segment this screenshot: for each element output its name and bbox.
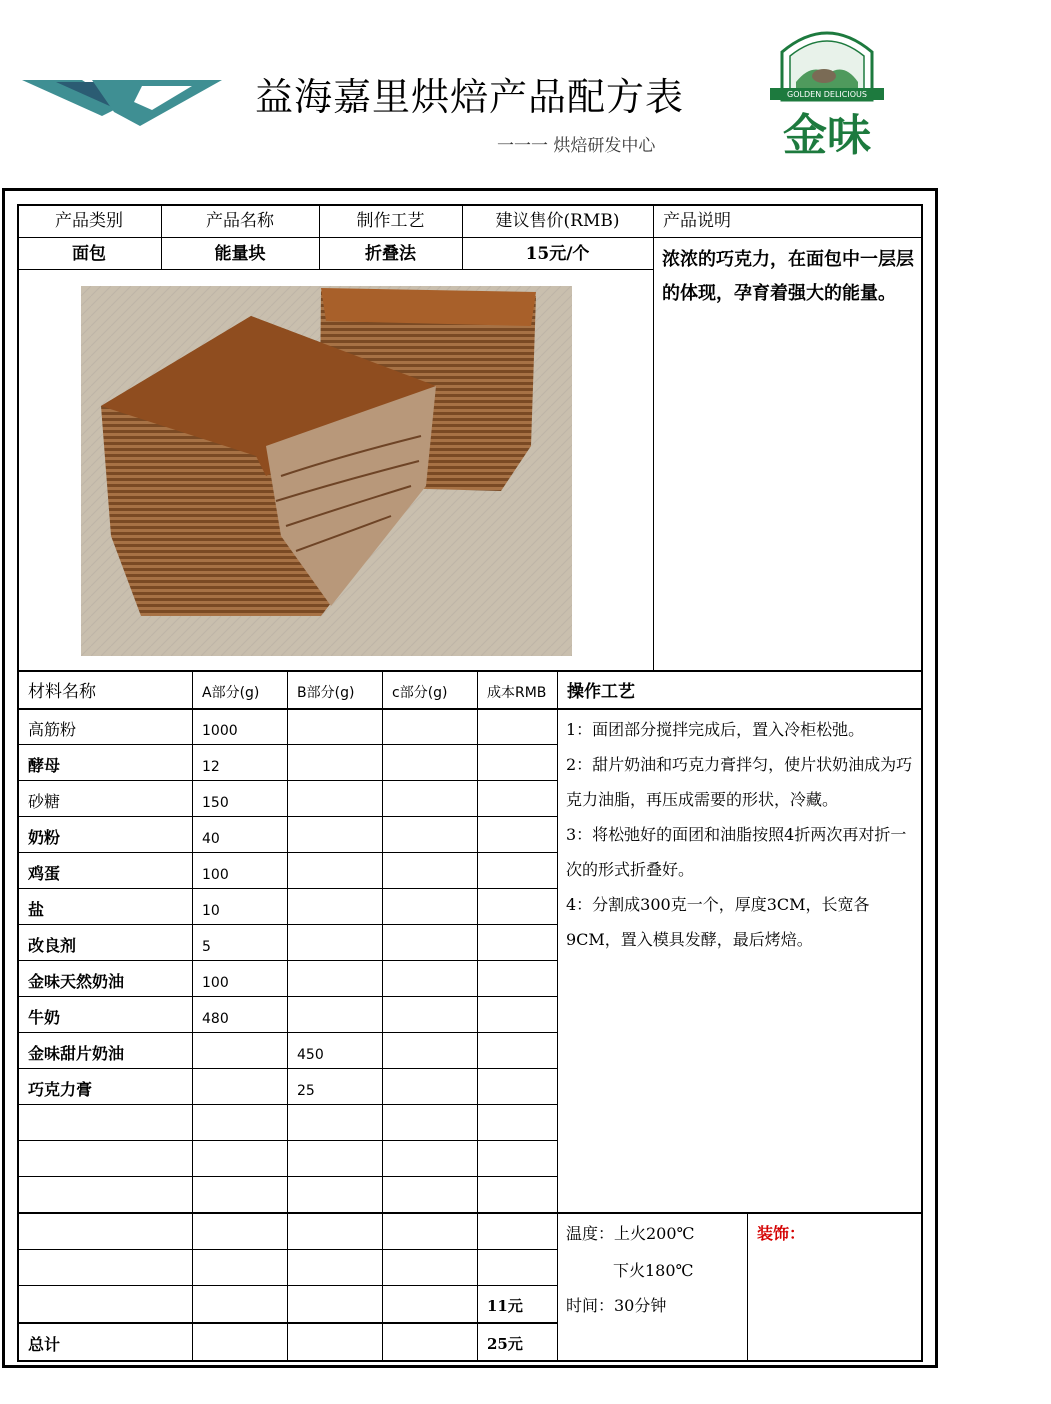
ingredient-name: 巧克力膏 [28, 1080, 93, 1099]
header-price: 建议售价(RMB) [495, 211, 620, 231]
brand-logo [762, 22, 892, 156]
ingredient-a: 100 [202, 975, 229, 991]
ingredient-name: 砂糖 [28, 792, 61, 811]
ingredient-name: 鸡蛋 [28, 864, 61, 883]
header-description: 产品说明 [663, 211, 731, 231]
header-category: 产品类别 [55, 211, 123, 231]
temperature-bottom: 下火180℃ [613, 1261, 694, 1280]
ingredient-name: 牛奶 [28, 1008, 61, 1027]
ingredient-a: 10 [202, 903, 220, 919]
col-header-part-c: c部分(g) [392, 685, 448, 701]
svg-text:金味: 金味 [783, 110, 871, 156]
svg-text:GOLDEN DELICIOUS: GOLDEN DELICIOUS [787, 90, 867, 99]
header-product-name: 产品名称 [206, 211, 274, 231]
value-method: 折叠法 [365, 244, 416, 264]
ingredient-b: 450 [297, 1047, 324, 1063]
ingredient-name: 金味天然奶油 [28, 972, 125, 991]
col-header-material: 材料名称 [28, 682, 96, 702]
ingredient-a: 40 [202, 831, 220, 847]
ingredient-a: 480 [202, 1011, 229, 1027]
value-category: 面包 [72, 244, 106, 264]
process-steps: 1：面团部分搅拌完成后，置入冷柜松弛。 2：甜片奶油和巧克力膏拌匀，使片状奶油成为巧克力油脂，再压成需要的形状，冷藏。 3：将松弛好的面团和油脂按照4折两次再对折一次的形式折叠好。 4：分割成300克一个，厚度3CM，长宽各9CM，置入模具发酵，最后烤焙。 [566, 720, 913, 949]
ingredient-b: 25 [297, 1083, 315, 1099]
ingredient-a: 100 [202, 867, 229, 883]
cost-subtotal: 11元 [487, 1297, 523, 1315]
product-photo [81, 286, 572, 656]
page-subtitle: 一一一 烘焙研发中心 [497, 136, 656, 156]
temperature-top: 温度：上火200℃ [566, 1224, 695, 1243]
company-logo [22, 76, 224, 130]
value-product-name: 能量块 [214, 244, 266, 264]
ingredient-name: 金味甜片奶油 [28, 1044, 125, 1063]
ingredient-a: 5 [202, 939, 211, 955]
col-header-part-a: A部分(g) [202, 685, 260, 701]
decoration-label: 装饰： [757, 1224, 806, 1243]
ingredient-name: 奶粉 [28, 828, 61, 847]
product-description: 浓浓的巧克力，在面包中一层层的体现，孕育着强大的能量。 [662, 249, 914, 304]
ingredient-name: 改良剂 [28, 936, 77, 955]
value-price: 15元/个 [525, 244, 590, 264]
header-method: 制作工艺 [356, 211, 425, 231]
col-header-process: 操作工艺 [567, 682, 635, 702]
ingredient-a: 150 [202, 795, 229, 811]
ingredient-name: 酵母 [28, 756, 61, 775]
ingredient-a: 12 [202, 759, 220, 775]
ingredient-name: 高筋粉 [28, 720, 77, 739]
total-cost: 25元 [487, 1335, 523, 1353]
col-header-part-b: B部分(g) [297, 685, 355, 701]
total-label: 总计 [28, 1335, 61, 1354]
bake-time: 时间：30分钟 [566, 1296, 667, 1315]
ingredient-a: 1000 [202, 723, 238, 739]
col-header-cost: 成本RMB [487, 685, 547, 701]
ingredient-name: 盐 [28, 900, 45, 919]
page-title: 益海嘉里烘焙产品配方表 [255, 75, 685, 119]
